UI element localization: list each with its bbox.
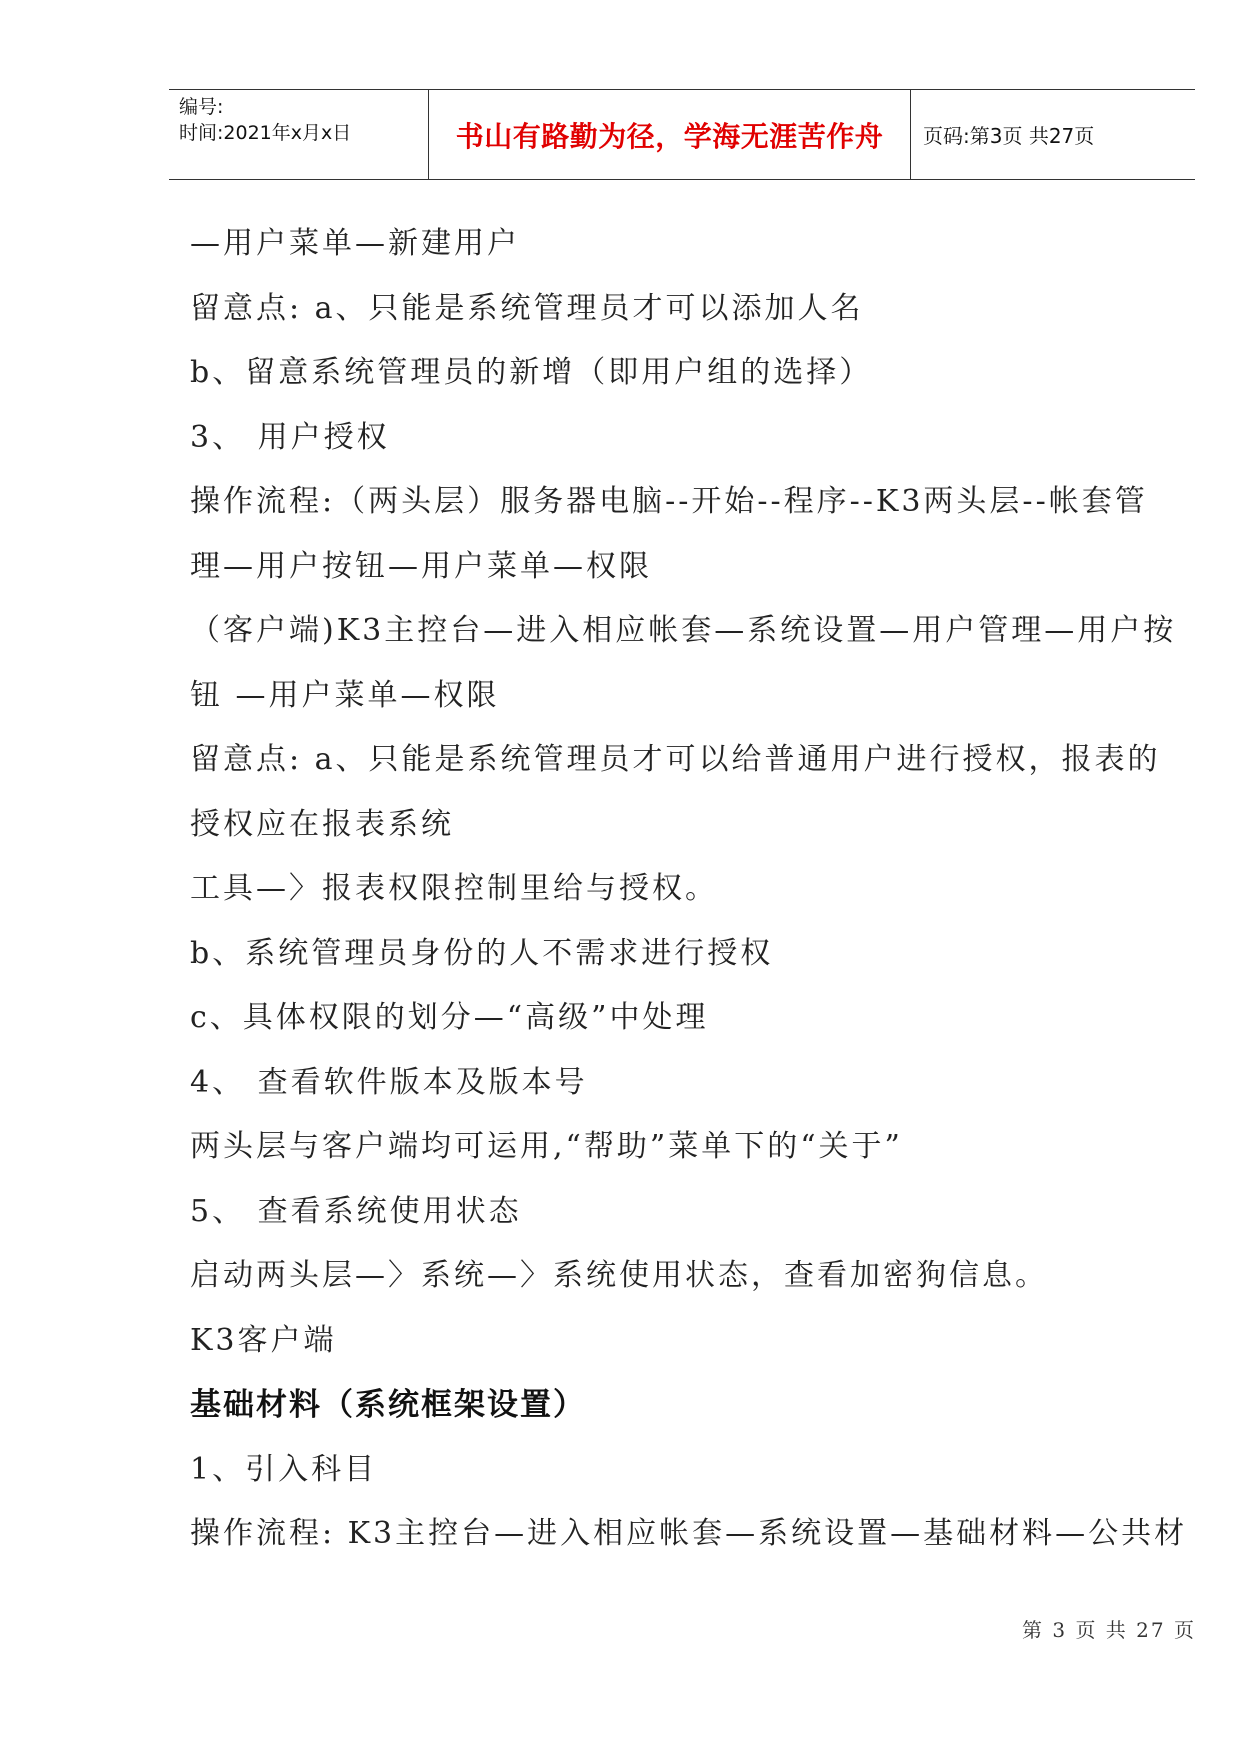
time-label: 时间:2021年x月x日 (179, 122, 352, 144)
body-line: 操作流程:（两头层）服务器电脑--开始--程序--K3两头层--帐套管 (190, 484, 1148, 519)
page-footer: 第 3 页 共 27 页 (1022, 1618, 1196, 1642)
body-line: b、系统管理员身份的人不需求进行授权 (190, 935, 774, 971)
section-heading: 基础材料（系统框架设置） (190, 1387, 586, 1423)
document-header (169, 89, 1195, 180)
body-line: K3客户端 (190, 1322, 337, 1358)
header-meta (169, 90, 429, 179)
body-line: 留意点: a、只能是系统管理员才可以添加人名 (190, 290, 864, 326)
body-line: 钮 —用户菜单—权限 (190, 677, 500, 713)
body-line: 5、 查看系统使用状态 (190, 1193, 522, 1229)
body-line: 工具—〉报表权限控制里给与授权。 (190, 871, 718, 906)
body-line: 留意点: a、只能是系统管理员才可以给普通用户进行授权，报表的 (190, 742, 1161, 777)
body-line: 4、 查看软件版本及版本号 (190, 1064, 588, 1100)
body-line: c、具体权限的划分—“高级”中处理 (190, 1000, 709, 1035)
header-page-info: 页码:第3页 共27页 (923, 124, 1095, 148)
body-line: b、留意系统管理员的新增（即用户组的选择） (190, 355, 873, 390)
body-line: 理—用户按钮—用户菜单—权限 (190, 548, 652, 584)
number-label: 编号: (179, 96, 224, 118)
body-line: 授权应在报表系统 (190, 806, 454, 842)
header-motto: 书山有路勤为径，学海无涯苦作舟 (429, 90, 911, 179)
body-line: （客户端)K3主控台—进入相应帐套—系统设置—用户管理—用户按 (190, 613, 1177, 648)
body-line: —用户菜单—新建用户 (190, 226, 520, 261)
body-line: 操作流程: K3主控台—进入相应帐套—系统设置—基础材料—公共材 (190, 1516, 1188, 1551)
body-line: 3、 用户授权 (190, 419, 390, 455)
body-line: 1、引入科目 (190, 1451, 378, 1487)
body-line: 启动两头层—〉系统—〉系统使用状态，查看加密狗信息。 (190, 1258, 1048, 1293)
body-line: 两头层与客户端均可运用,“帮助”菜单下的“关于” (190, 1129, 903, 1164)
document-body (190, 212, 1188, 1567)
